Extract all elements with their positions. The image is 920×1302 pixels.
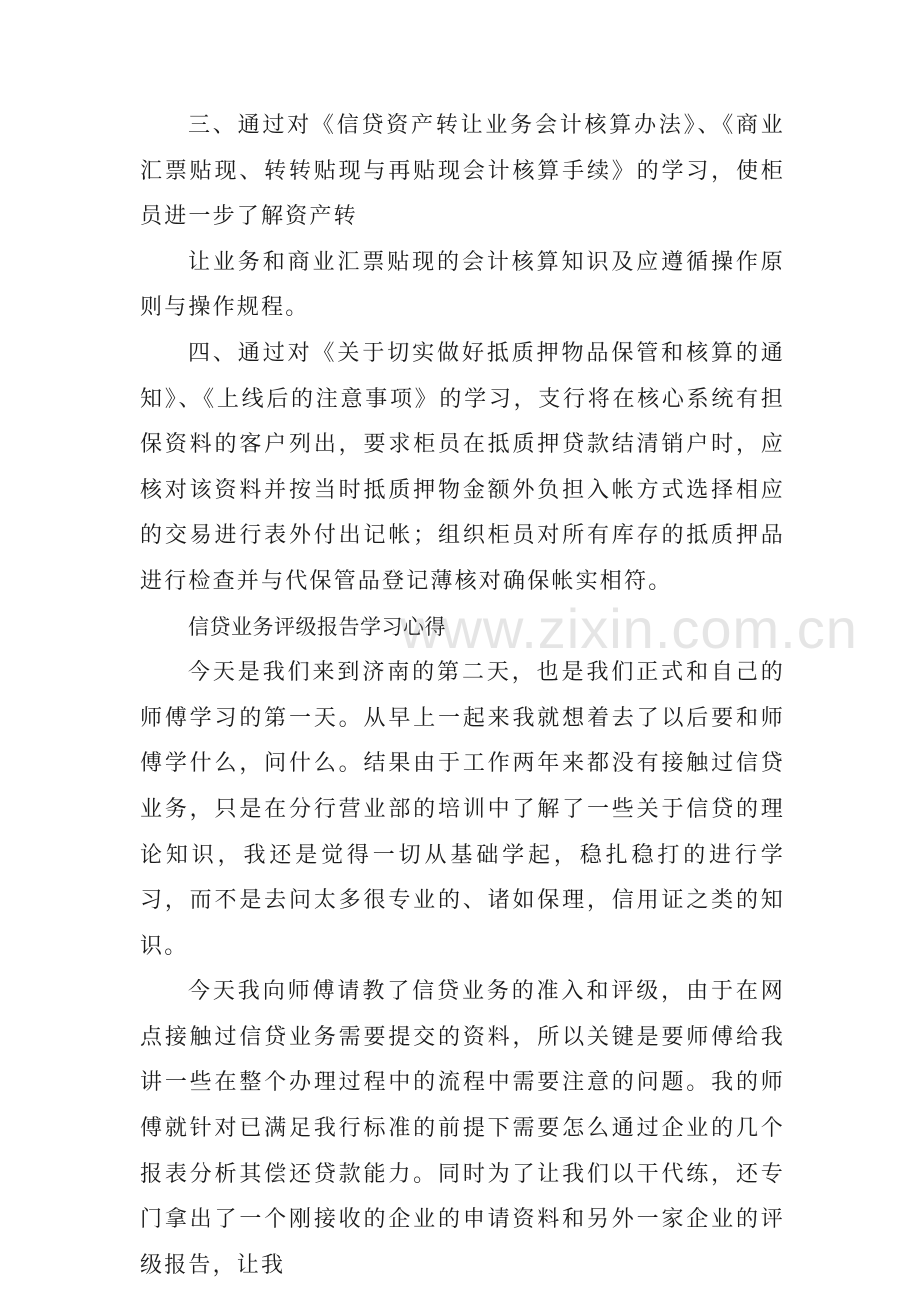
site-watermark: www.zixin.com.cn	[400, 597, 858, 660]
paragraph-first-day: 今天是我们来到济南的第二天，也是我们正式和自己的师傅学习的第一天。从早上一起来我就想着去了以后要和师傅学什么，问什么。结果由于工作两年来都没有接触过信贷业务，只是在分行营业部的培训中了解了一些关于信贷的理论知识，我还是觉得一切从基础学起，稳扎稳打的进行学习，而不是去问太多很专业的、诸如保理，信用证之类的知识。	[140, 660, 785, 959]
paragraph-asset-transfer-continued: 让业务和商业汇票贴现的会计核算知识及应遵循操作原则与操作规程。	[140, 249, 785, 321]
paragraph-collateral-notice-study: 四、通过对《关于切实做好抵质押物品保管和核算的通知》、《上线后的注意事项》的学习，支行将在核心系统有担保资料的客户列出，要求柜员在抵质押贷款结清销户时，应核对该资料并按当时抵质押物金额外负担入帐方式选择相应的交易进行表外付出记帐；组织柜员对所有库存的抵质押品进行检查并与代保管品登记薄核对确保帐实相符。	[140, 340, 785, 594]
paragraph-asset-transfer-study: 三、通过对《信贷资产转让业务会计核算办法》、《商业汇票贴现、转转贴现与再贴现会计核算手续》的学习，使柜员进一步了解资产转	[140, 113, 785, 230]
section-title: 信贷业务评级报告学习心得	[188, 614, 446, 639]
paragraph-rating-lesson: 今天我向师傅请教了信贷业务的准入和评级，由于在网点接触过信贷业务需要提交的资料，所以关键是要师傅给我讲一些在整个办理过程中的流程中需要注意的问题。我的师傅就针对已满足我行标准的前提下需要怎么通过企业的几个报表分析其偿还贷款能力。同时为了让我们以干代练，还专门拿出了一个刚接收的企业的申请资料和另外一家企业的评级报告，让我	[140, 979, 785, 1278]
document-body	[140, 103, 785, 1288]
